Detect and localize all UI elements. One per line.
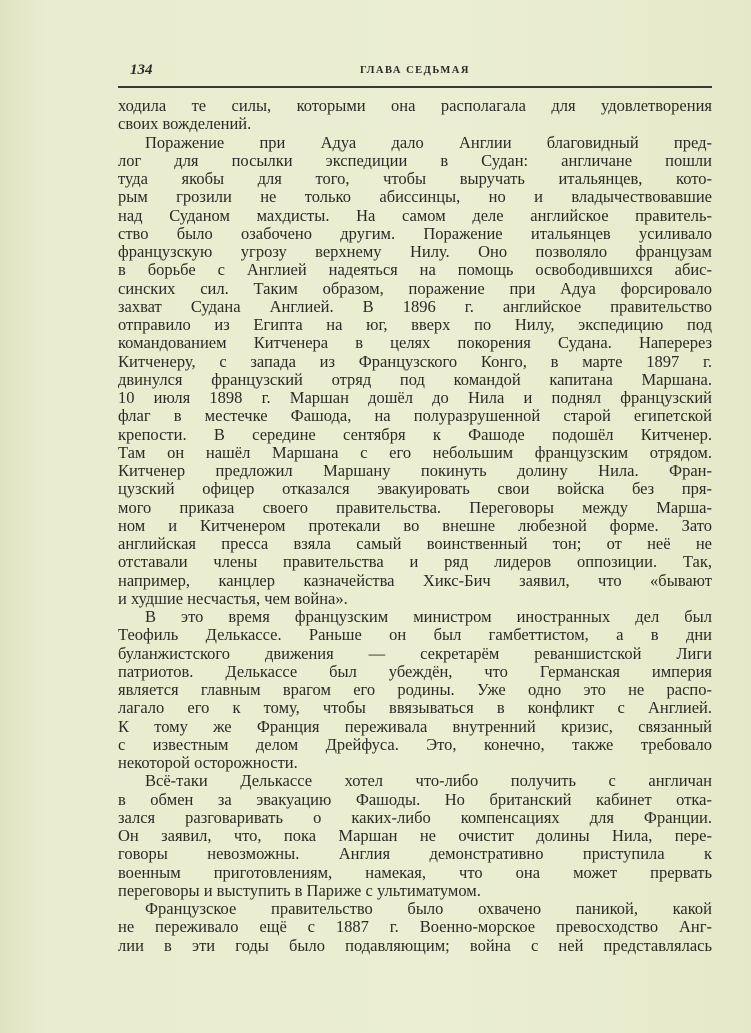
text-line: 10 июля 1898 г. Маршан дошёл до Нила и поднял французский — [118, 388, 712, 407]
text-line: патриотов. Делькассе был убеждён, что Германская империя — [118, 661, 712, 681]
text-line: синских сил. Таким образом, поражение при Адуа форсировало — [118, 278, 712, 298]
text-line: не переживало ещё с 1887 г. Военно-морское превосходство Анг- — [118, 917, 712, 937]
text-line: туда якобы для того, чтобы выручать итальянцев, кото- — [118, 169, 712, 188]
text-line: например, канцлер казначейства Хикс-Бич заявил, что «бывают — [118, 570, 712, 590]
body-text — [118, 97, 712, 955]
text-line: ходила те силы, которыми она располагала для удовлетворения — [118, 96, 712, 115]
text-line: ном и Китченером протекали во внешне любезной форме. Зато — [118, 515, 712, 535]
text-line: в обмен за эвакуацию Фашоды. Но британский кабинет отка- — [118, 789, 712, 809]
text-line: французскую угрозу верхнему Нилу. Оно позволяло французам — [118, 242, 712, 261]
chapter-title: ГЛАВА СЕДЬМАЯ — [360, 65, 470, 76]
text-line: мого приказа своего правительства. Переговоры между Марша- — [118, 497, 712, 517]
text-line: Французское правительство было охвачено паникой, какой — [145, 899, 712, 918]
text-line: военным приготовлениям, намекая, что она может прервать — [118, 862, 712, 882]
text-line: В это время французским министром иностранных дел был — [145, 607, 712, 626]
text-line: говоры невозможны. Англия демонстративно приступила к — [118, 844, 712, 864]
page-number: 134 — [130, 62, 153, 78]
text-line: К тому же Франция переживала внутренний кризис, связанный — [118, 716, 712, 736]
text-line: переговоры и выступить в Париже с ультиматумом. — [118, 880, 481, 900]
text-line: Он заявил, что, пока Маршан не очистит долины Нила, пере- — [118, 826, 712, 845]
text-line: Теофиль Делькассе. Раньше он был гамбеттистом, а в дни — [118, 625, 712, 645]
text-line: английская пресса взяла самый воинственный тон; от неё не — [118, 534, 712, 553]
text-line: буланжистского движения — секретарём реваншистской Лиги — [118, 643, 712, 663]
text-line: лог для посылки экспедиции в Судан: англичане пошли — [118, 150, 712, 170]
text-line: отставали члены правительства и ряд лидеров оппозиции. Так, — [118, 552, 712, 572]
text-line: Китченер предложил Маршану покинуть долину Нила. Фран- — [118, 461, 712, 480]
text-line: Китченеру, с запада из Французского Конго, в марте 1897 г. — [118, 351, 712, 371]
text-line: двинулся французский отряд под командой капитана Маршана. — [118, 369, 712, 389]
text-line: флаг в местечке Фашода, на полуразрушенной старой египетской — [118, 406, 712, 426]
text-line: Там он нашёл Маршана с его небольшим французским отрядом. — [118, 442, 712, 462]
text-line: в борьбе с Англией надеяться на помощь освободившихся абис- — [118, 260, 712, 280]
text-line: Всё-таки Делькассе хотел что-либо получить с англичан — [145, 771, 712, 791]
header-rule — [118, 86, 712, 88]
text-line: некоторой осторожности. — [118, 753, 298, 772]
text-line: цузский офицер отказался эвакуировать свои войска без пря- — [118, 479, 712, 499]
text-line: рым грозили не только абиссинцы, но и владычествовавшие — [118, 187, 712, 207]
running-header — [118, 62, 712, 86]
text-line: лагало его к тому, чтобы ввязываться в конфликт с Англией. — [118, 698, 712, 718]
text-line: командованием Китченера в целях покорения Судана. Наперерез — [118, 333, 712, 353]
text-line: и худшие несчастья, чем война». — [118, 588, 348, 608]
text-line: Поражение при Адуа дало Англии благовидный пред- — [145, 132, 712, 152]
text-line: своих вожделений. — [118, 114, 252, 134]
text-line: отправило из Египта на юг, вверх по Нилу, экспедицию под — [118, 315, 712, 334]
text-line: крепости. В середине сентября к Фашоде подошёл Китченер. — [118, 424, 712, 444]
text-line: лии в эти годы было подавляющим; война с ней представлялась — [118, 935, 712, 955]
text-line: с известным делом Дрейфуса. Это, конечно, также требовало — [118, 734, 712, 754]
text-line: над Суданом махдисты. На самом деле английское правитель- — [118, 205, 712, 225]
text-line: зался разговаривать о каких-либо компенсациях для Франции. — [118, 807, 712, 827]
text-line: ство было озабочено другим. Поражение итальянцев усиливало — [118, 223, 712, 243]
text-line: является главным врагом его родины. Уже одно это не распо- — [118, 680, 712, 699]
text-line: захват Судана Англией. В 1896 г. английское правительство — [118, 296, 712, 316]
